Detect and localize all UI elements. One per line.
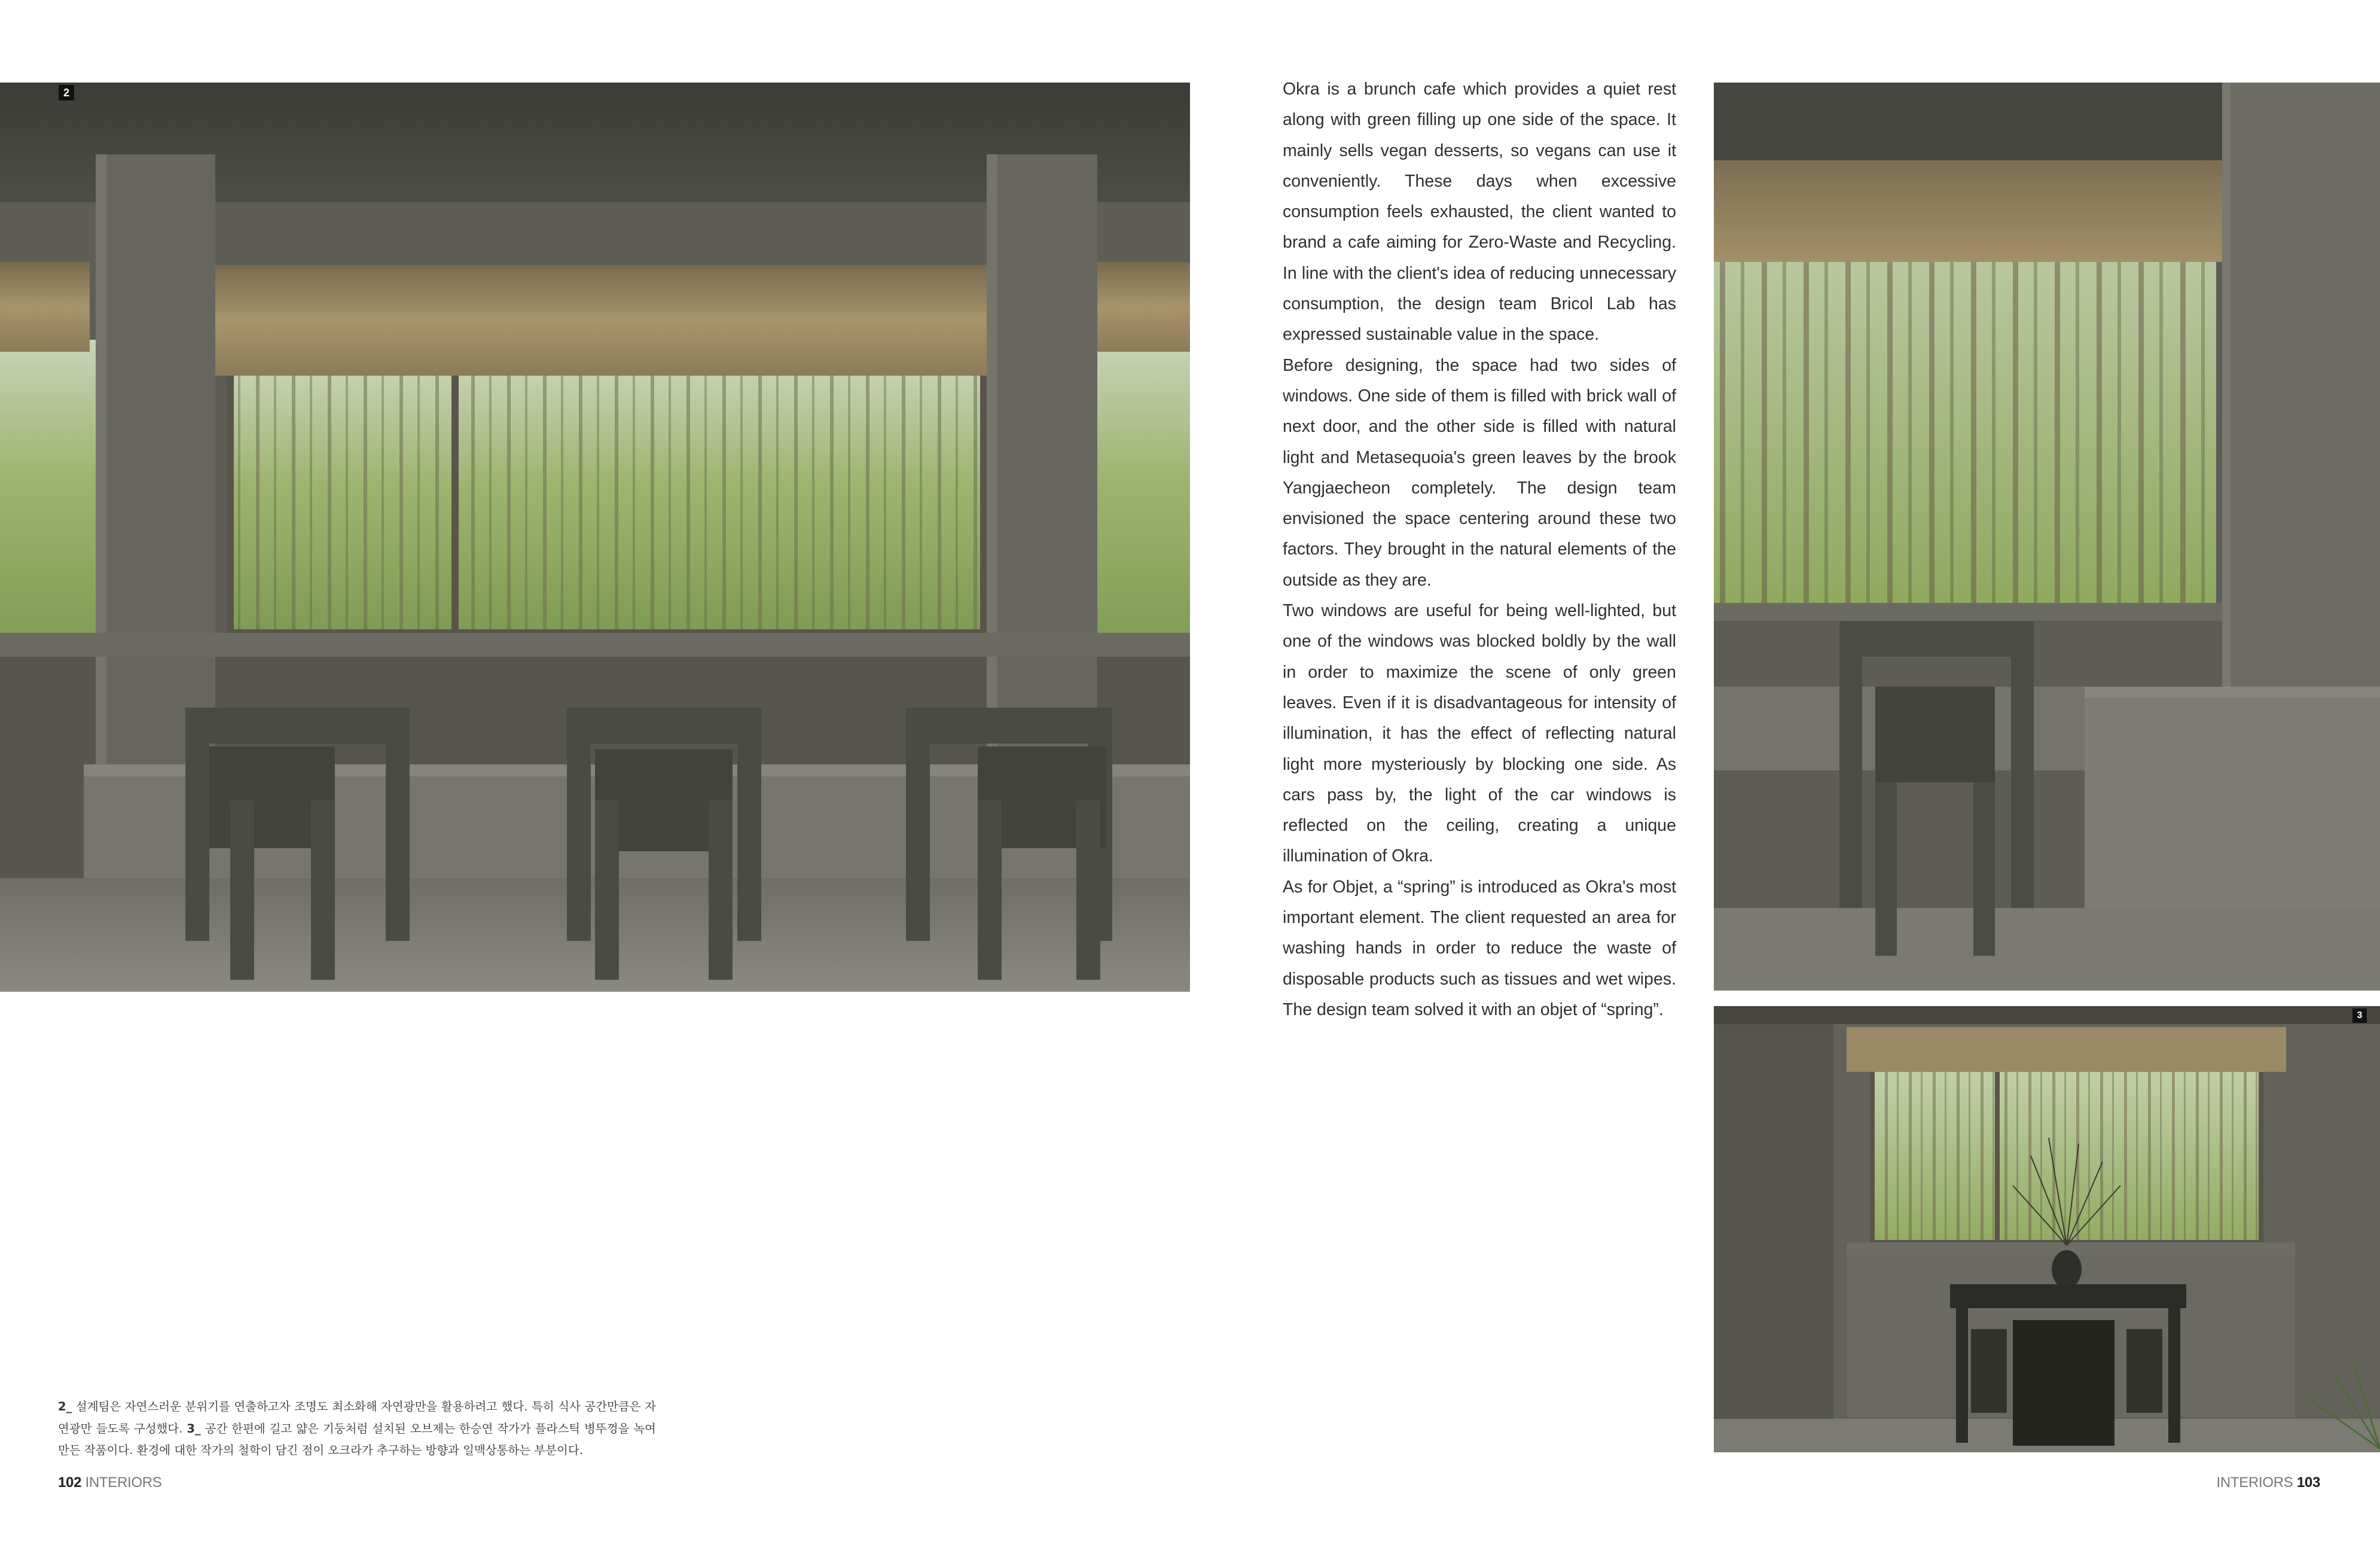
figure-number-3: 3 [2352,1008,2367,1023]
caption-text-3: 공간 한편에 길고 얇은 기둥처럼 설치된 오브제는 한승연 작가가 플라스틱 병뚜껑을 녹여 만든 작품이다. 환경에 대한 작가의 철학이 담긴 점이 오크라가 추구하는 방향과 일맥상통하는 부분이다. [58,1421,657,1458]
page-number-right: 103 [2296,1474,2320,1491]
folio-right [2216,1474,2320,1491]
photo-cafe-window-stools-drawing [0,83,1190,992]
photo-corner-window-stool-drawing [1714,83,2380,991]
article-paragraph: Okra is a brunch cafe which provides a quiet rest along with green filling up one side of the space. It mainly sells vegan desserts, so vegans can use it conveniently. These days when excessive consumption feels exhausted, the client wanted to brand a cafe aiming for Zero-Waste and Recycling. In line with the client's idea of reducing unnecessary consumption, the design team Bricol Lab has expressed sustainable value in the space. [1283,80,1676,345]
article-body [1283,74,1676,1025]
article-paragraph: Before designing, the space had two sides of windows. One side of them is filled with brick wall of next door, and the other side is filled with natural light and Metasequoia's green leaves by the brook Yangjaecheon completely. The design team envisioned the space centering around these two factors. They brought in the natural elements of the outside as they are. [1283,355,1676,590]
section-name-right: INTERIORS [2216,1474,2293,1491]
article-paragraph: As for Objet, a “spring” is introduced as Okra's most important element. The client requested an area for washing hands in order to reduce the waste of disposable products such as tissues and wet wipes. The design team solved it with an objet of “spring”. [1283,877,1676,1019]
figure-number-2: 2 [59,85,74,100]
caption-number-2: 2_ [58,1400,72,1413]
photo-dining-table-window [1714,1006,2380,1452]
page-number-left: 102 [58,1474,82,1491]
photo-caption [58,1396,656,1462]
folio-left [58,1474,162,1491]
photo-corner-window-stool [1714,83,2380,991]
photo-cafe-window-stools [0,83,1190,992]
section-name-left: INTERIORS [85,1474,162,1491]
caption-number-3: 3_ [187,1421,201,1436]
caption-text-2: 설계팀은 자연스러운 분위기를 연출하고자 조명도 최소화해 자연광만을 활용하려고 했다. 특히 식사 공간만큼은 자연광만 들도록 구성했다. [58,1400,656,1436]
photo-dining-table-window-drawing [1714,1006,2380,1452]
article-paragraph: Two windows are useful for being well-lighted, but one of the windows was blocked boldly by the wall in order to maximize the scene of only green leaves. Even if it is disadvantageous for intensity of illumination, it has the effect of reflecting natural light more mysteriously by blocking one side. As cars pass by, the light of the car windows is reflected on the ceiling, creating a unique illumination of Okra. [1283,601,1676,866]
